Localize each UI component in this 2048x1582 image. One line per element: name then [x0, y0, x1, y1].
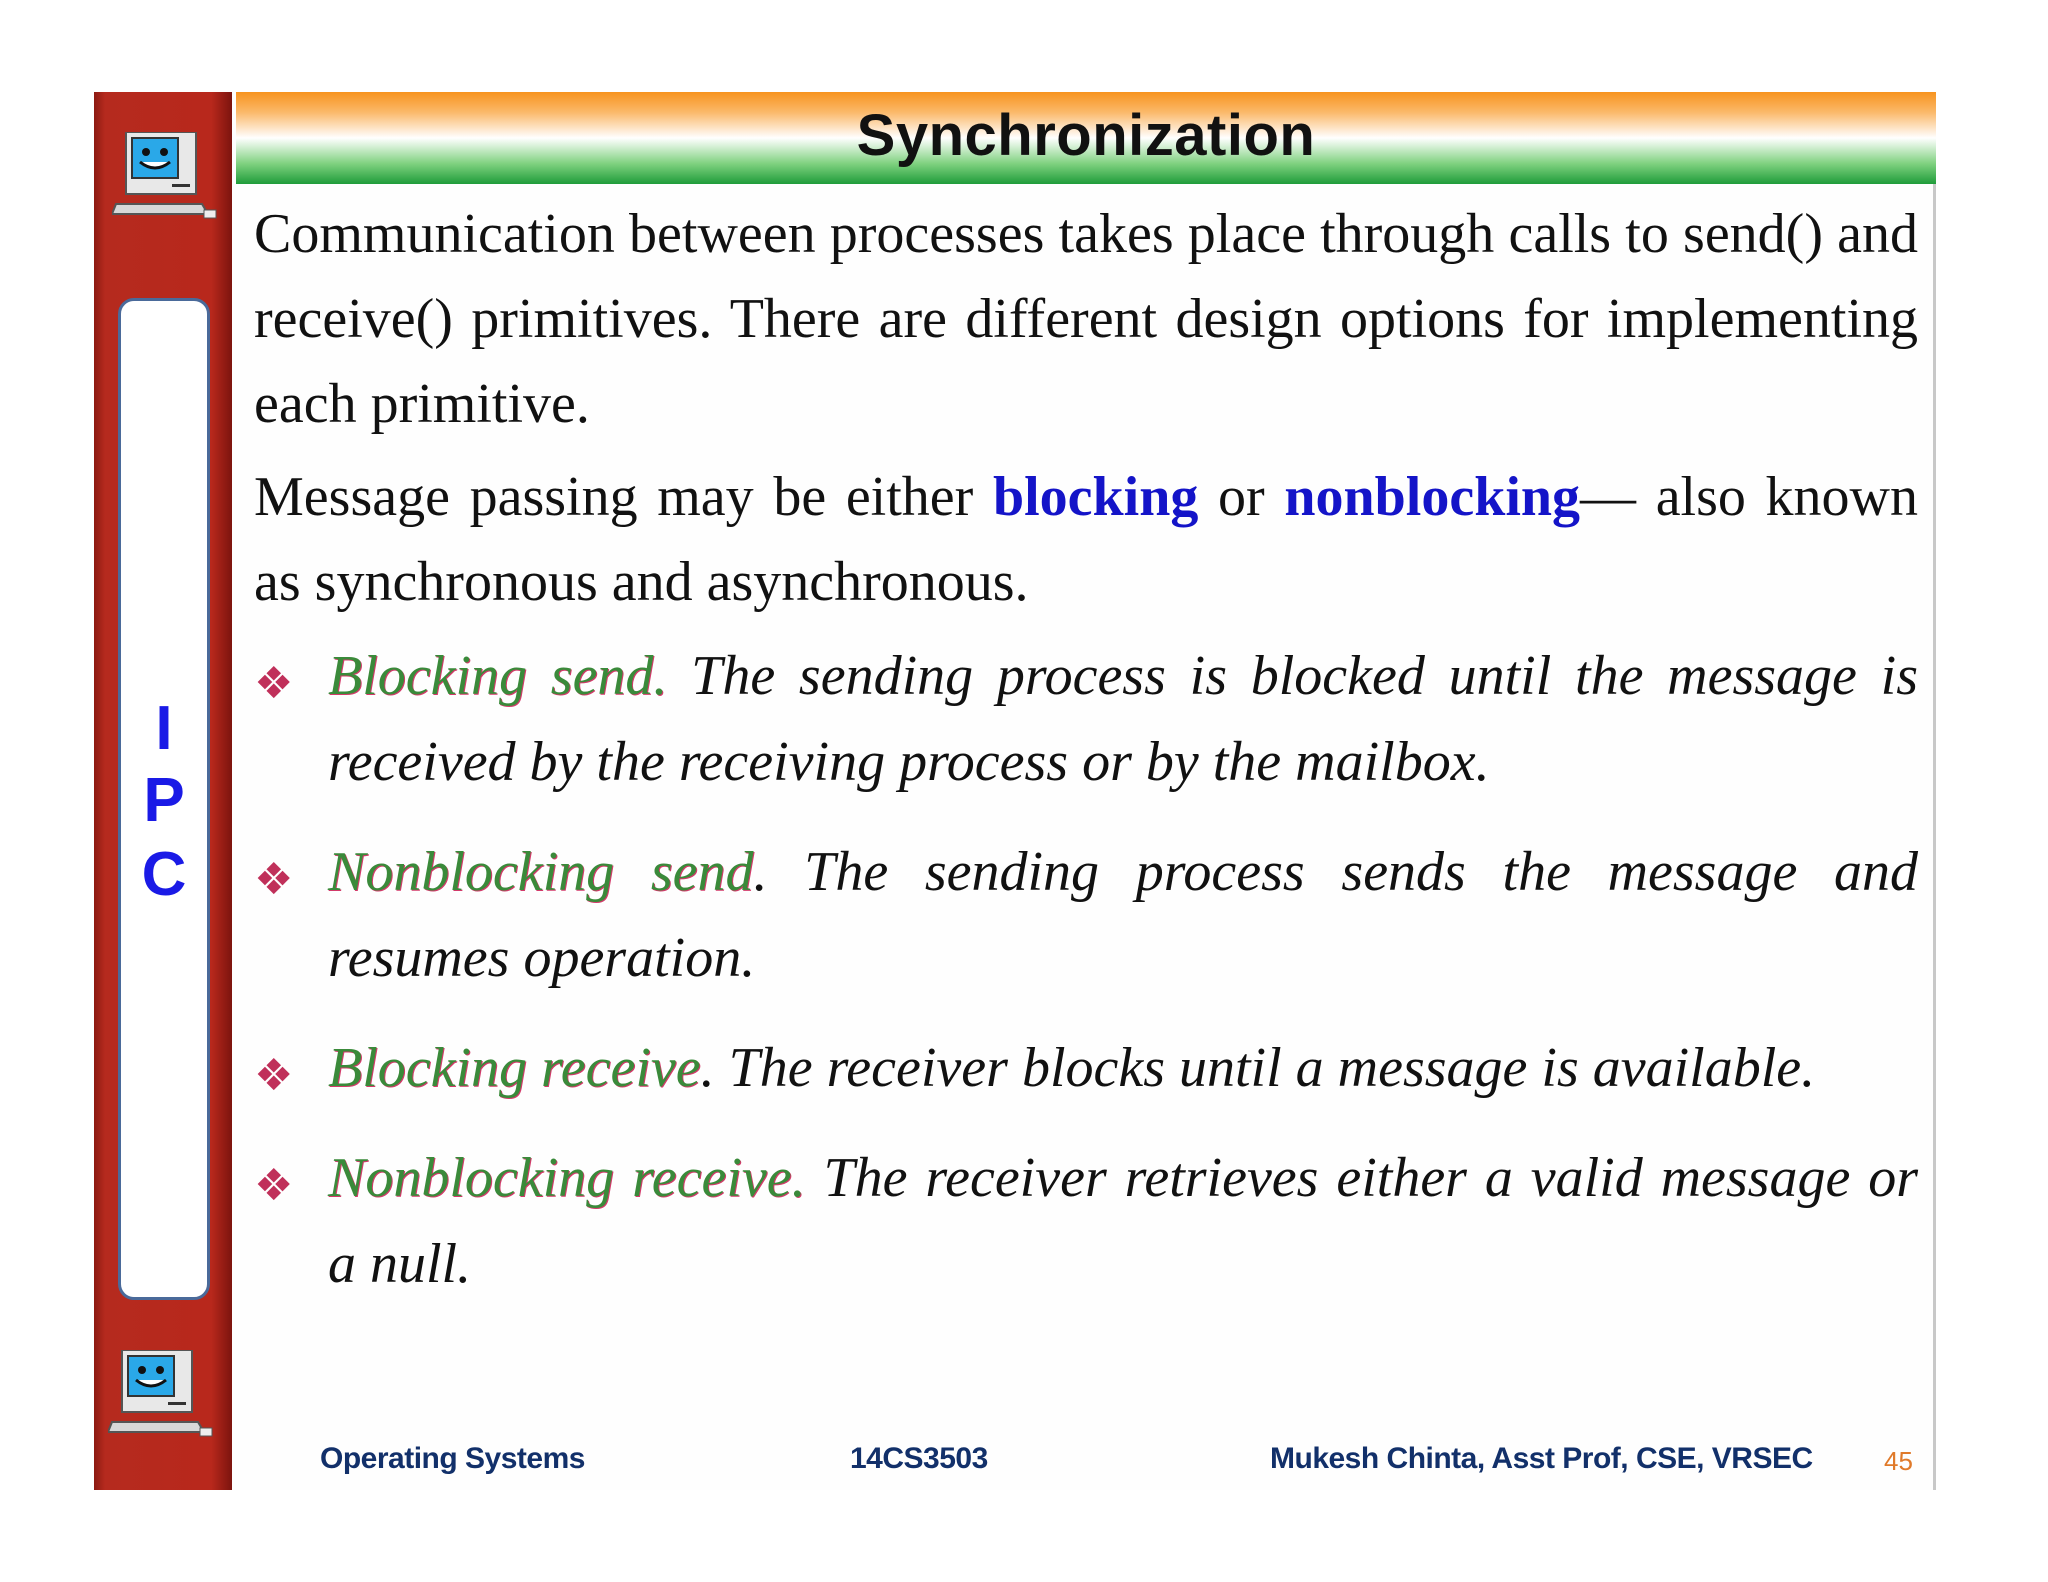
bullet-term: Blocking send.	[328, 645, 668, 707]
sidebar-letter-p: P	[143, 766, 185, 835]
bullet-text: . The sending process sends the message and resumes operation.	[328, 841, 1919, 989]
slide	[94, 92, 1936, 1490]
bullet-blocking-receive	[254, 1025, 1918, 1111]
computer-icon	[112, 132, 222, 232]
diamond-bullet-icon: ❖	[254, 854, 294, 905]
text: Message passing may be either	[254, 466, 993, 528]
computer-icon	[108, 1350, 218, 1450]
bullet-nonblocking-send	[254, 829, 1918, 1001]
bullet-text: The sending process is blocked until the message is received by the receiving process or by the mailbox.	[328, 645, 1919, 793]
diamond-bullet-icon: ❖	[254, 1160, 294, 1211]
slide-title: Synchronization	[856, 103, 1316, 168]
slide-content	[254, 192, 1918, 1331]
footer-author: Mukesh Chinta, Asst Prof, CSE, VRSEC	[1270, 1442, 1813, 1475]
keyword-blocking: blocking	[992, 466, 1199, 528]
bullet-term: Blocking receive	[328, 1037, 701, 1099]
bullet-blocking-send	[254, 633, 1918, 805]
paragraph-communication: Communication between processes takes place through calls to send() and receive() primitives. There are different design options for implementing each primitive.	[254, 203, 1918, 435]
footer-code: 14CS3503	[850, 1442, 988, 1475]
bullet-nonblocking-receive	[254, 1135, 1918, 1307]
bullet-term: Nonblocking receive.	[328, 1147, 806, 1209]
paragraph-message-passing	[254, 455, 1918, 625]
sidebar-letter-i: I	[155, 694, 173, 763]
title-bar	[236, 92, 1936, 184]
sidebar-letter-c: C	[141, 840, 187, 909]
bullet-text: . The receiver blocks until a message is available.	[700, 1037, 1816, 1099]
text: or	[1198, 466, 1285, 528]
diamond-bullet-icon: ❖	[254, 1050, 294, 1101]
keyword-nonblocking: nonblocking	[1284, 466, 1581, 528]
footer-course: Operating Systems	[320, 1442, 585, 1475]
bullet-term: Nonblocking send	[328, 841, 754, 903]
text: — also known as synchronous and asynchronous.	[254, 466, 1919, 613]
page-number: 45	[1884, 1446, 1913, 1476]
diamond-bullet-icon: ❖	[254, 658, 294, 709]
slide-border	[1933, 184, 1936, 1490]
bullet-text: The receiver retrieves either a valid message or a null.	[328, 1147, 1919, 1295]
sidebar	[94, 92, 232, 1490]
